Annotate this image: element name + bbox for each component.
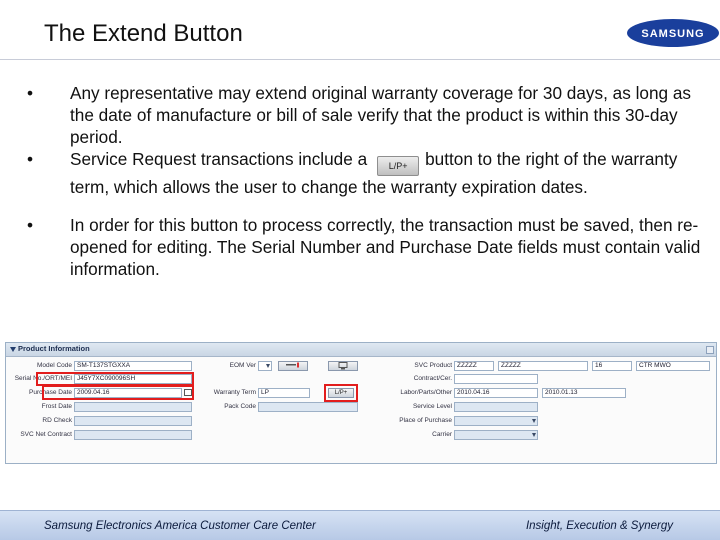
bullet-text: Any representative may extend original warranty coverage for 30 days, as long as the date of manufacture or bill of sale verify that the product is within this 30-day period. <box>70 83 691 147</box>
warranty-term-input[interactable]: LP <box>258 388 310 398</box>
bullet-item <box>24 148 704 214</box>
svc-product-input-3[interactable]: 16 <box>592 361 632 371</box>
carrier-select[interactable] <box>454 430 538 440</box>
svc-product-input-2[interactable]: ZZZZZ <box>498 361 588 371</box>
rd-check-input[interactable] <box>74 416 192 426</box>
panel-title: Product Information <box>18 344 90 353</box>
place-of-purchase-select[interactable] <box>454 416 538 426</box>
labor-parts-input-1[interactable]: 2010.04.16 <box>454 388 538 398</box>
dropdown-arrow-icon <box>266 364 270 368</box>
warranty-term-label: Warranty Term <box>213 389 256 396</box>
place-of-purchase-label: Place of Purchase <box>399 417 452 424</box>
rd-check-label: RD Check <box>42 417 72 424</box>
bullet-text: In order for this button to process correctly, the transaction must be saved, then re-opened for editing. The Serial Number and Purchase Date fields must contain valid information. <box>70 215 701 279</box>
bullet-dot: • <box>27 215 34 235</box>
pack-code-input[interactable] <box>258 402 358 412</box>
bullet-text: button to the right of the warranty term, which allows the user to change the warranty expiration dates. <box>70 149 678 197</box>
frost-date-label: Frost Date <box>41 403 72 410</box>
panel-header[interactable] <box>6 343 716 357</box>
serial-number-input[interactable]: J45Y7XC090096SH <box>74 374 192 384</box>
purchase-date-label: Purchase Date <box>29 389 72 396</box>
contract-input[interactable] <box>454 374 538 384</box>
labor-parts-label: Labor/Parts/Other <box>400 389 452 396</box>
collapse-triangle-icon[interactable] <box>10 347 16 352</box>
svg-text:SAMSUNG: SAMSUNG <box>641 28 705 40</box>
footer-right-text: Insight, Execution & Synergy <box>525 520 673 532</box>
monitor-button[interactable] <box>328 361 358 371</box>
model-code-label: Model Code <box>36 362 72 369</box>
service-level-label: Service Level <box>412 403 452 410</box>
title-divider <box>0 59 720 60</box>
eom-ver-button[interactable] <box>278 361 308 371</box>
service-level-input[interactable] <box>454 402 538 412</box>
svc-net-contract-input[interactable] <box>74 430 192 440</box>
labor-parts-input-2[interactable]: 2010.01.13 <box>542 388 626 398</box>
slide-title: The Extend Button <box>44 20 243 47</box>
bullet-list <box>24 82 704 280</box>
eom-ver-label: EOM Ver <box>229 362 256 369</box>
bullet-text: Service Request transactions include a <box>70 149 368 169</box>
bullet-dot: • <box>27 149 34 169</box>
svc-product-label: SVC Product <box>414 362 452 369</box>
bullet-item <box>24 82 704 148</box>
pack-code-label: Pack Code <box>224 403 256 410</box>
samsung-logo <box>626 17 720 49</box>
serial-number-highlight <box>36 372 194 386</box>
dropdown-arrow-icon <box>532 433 536 437</box>
svc-product-input-4[interactable]: CTR MWO <box>636 361 710 371</box>
extend-button[interactable]: L/P+ <box>328 388 354 398</box>
svc-net-contract-label: SVC Net Contract <box>20 431 72 438</box>
purchase-date-highlight <box>42 385 194 400</box>
carrier-label: Carrier <box>432 431 452 438</box>
bullet-item <box>24 214 704 280</box>
frost-date-input[interactable] <box>74 402 192 412</box>
footer-bar <box>0 510 720 540</box>
scroll-button[interactable] <box>706 346 714 354</box>
footer-left-text: Samsung Electronics America Customer Care Center <box>44 520 316 532</box>
dropdown-arrow-icon <box>532 419 536 423</box>
serial-number-label: Serial No./ORT/MEI <box>14 375 72 382</box>
model-code-input[interactable]: SM-T137STGXXA <box>74 361 192 371</box>
contract-label: Contract/Cer. <box>413 375 452 382</box>
bullet-dot: • <box>27 83 34 103</box>
svc-product-input-1[interactable]: ZZZZZ <box>454 361 494 371</box>
monitor-icon <box>338 362 348 370</box>
edit-lines-icon <box>285 362 301 368</box>
extend-button-highlight <box>324 384 358 402</box>
eom-ver-select[interactable] <box>258 361 272 371</box>
purchase-date-input[interactable]: 2009.04.16 <box>74 388 182 398</box>
product-information-panel <box>5 342 717 464</box>
extend-button-image: L/P+ <box>377 156 419 176</box>
